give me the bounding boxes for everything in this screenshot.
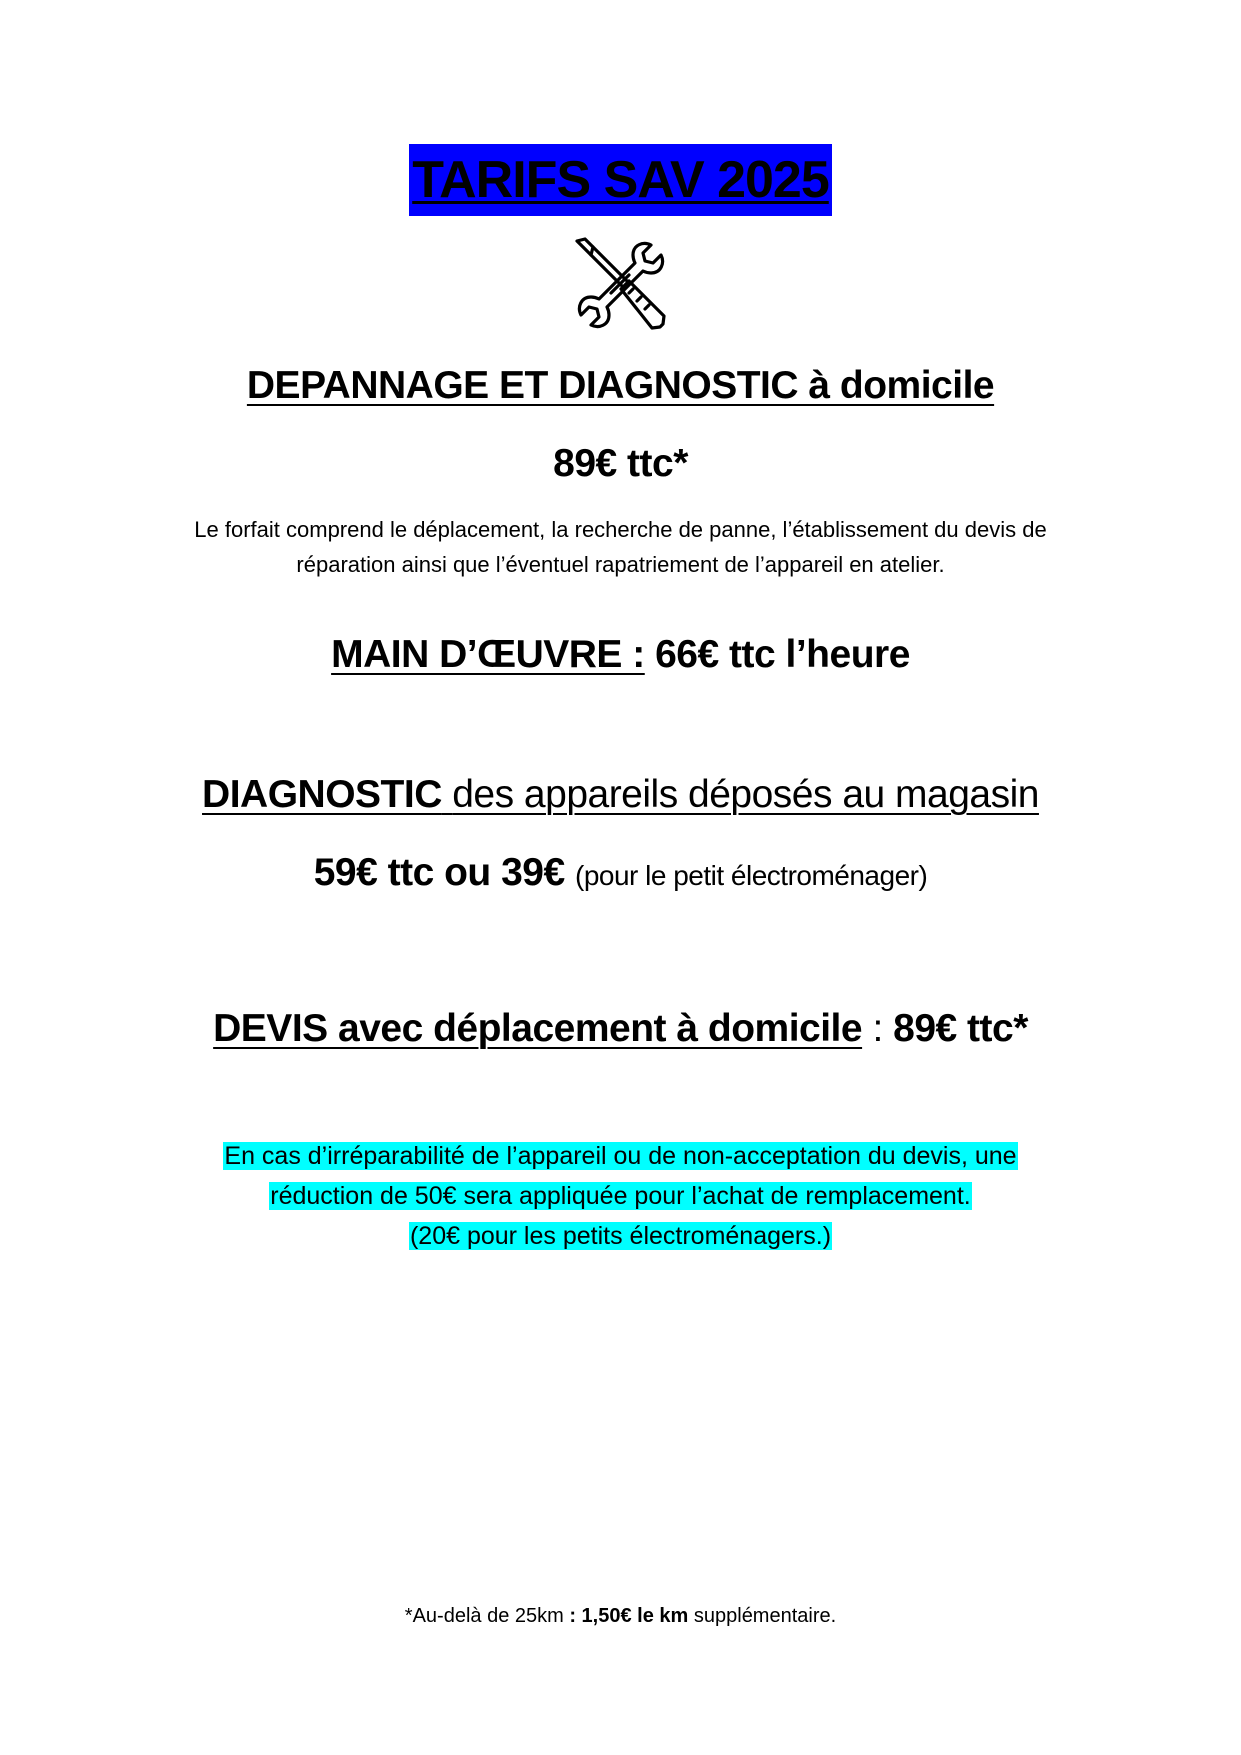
devis-price: 89€ ttc* <box>893 1007 1028 1050</box>
main-oeuvre-line <box>0 633 1241 677</box>
depannage-heading: DEPANNAGE ET DIAGNOSTIC à domicile <box>246 364 995 407</box>
notice-line-3-wrap <box>0 1216 1241 1256</box>
title-block <box>0 144 1241 216</box>
diagnostic-heading-line <box>0 773 1241 817</box>
main-oeuvre-price: 66€ ttc l’heure <box>655 633 910 676</box>
depannage-price: 89€ ttc* <box>553 442 688 485</box>
footer-bold: : 1,50€ le km <box>569 1605 689 1627</box>
diagnostic-heading-underlined <box>202 773 1039 816</box>
page-title: TARIFS SAV 2025 <box>409 144 832 216</box>
notice-line-1-wrap <box>0 1136 1241 1176</box>
devis-separator: : <box>872 1007 883 1050</box>
depannage-price-line <box>0 442 1241 486</box>
notice-line-3: (20€ pour les petits électroménagers.) <box>409 1222 832 1250</box>
devis-label: DEVIS avec déplacement à domicile <box>213 1007 863 1050</box>
devis-line <box>0 1007 1241 1051</box>
main-oeuvre-label: MAIN D’ŒUVRE : <box>331 633 645 676</box>
footer-suffix: supplémentaire. <box>693 1605 837 1627</box>
notice-line-2: réduction de 50€ sera appliquée pour l’achat de remplacement. <box>270 1182 971 1210</box>
diagnostic-price: 59€ ttc ou 39€ <box>313 851 565 894</box>
wrench-screwdriver-icon <box>571 235 671 335</box>
notice-line-1: En cas d’irréparabilité de l’appareil ou de non-acceptation du devis, une <box>224 1142 1017 1170</box>
diagnostic-rest: des appareils déposés au magasin <box>452 773 1039 816</box>
notice-line-2-wrap <box>0 1176 1241 1216</box>
depannage-heading-line <box>0 364 1241 408</box>
depannage-description-line-2: réparation ainsi que l’éventuel rapatriement de l’appareil en atelier. <box>296 552 945 577</box>
diagnostic-label: DIAGNOSTIC <box>202 773 442 816</box>
footer-prefix: *Au-delà de 25km <box>404 1605 564 1627</box>
diagnostic-note: (pour le petit électroménager) <box>575 860 928 891</box>
footer-note <box>0 1605 1241 1628</box>
depannage-description-line-1: Le forfait comprend le déplacement, la recherche de panne, l’établissement du devis de <box>194 517 1047 542</box>
icon-block <box>0 235 1241 340</box>
diagnostic-price-line <box>0 851 1241 895</box>
